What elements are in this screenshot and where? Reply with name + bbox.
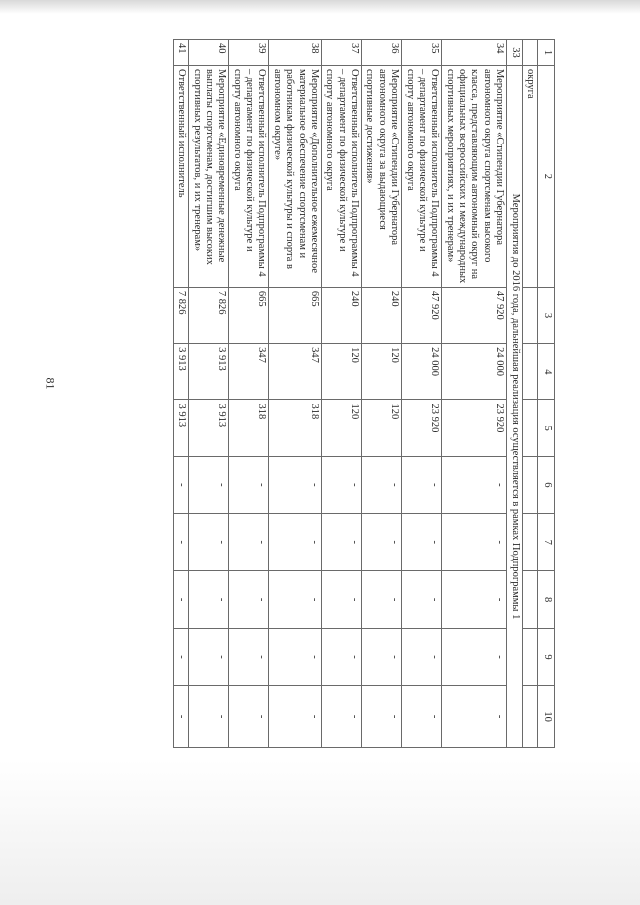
row-number: 35 [402, 40, 442, 66]
budget-table [173, 39, 555, 748]
value-year4: - [442, 514, 507, 571]
value-year6: - [402, 628, 442, 685]
value-year7: - [269, 686, 322, 748]
row-number: 38 [269, 40, 322, 66]
value-year4: - [269, 514, 322, 571]
row-name: Мероприятие «Стипендии Губернатора автономного округа спортсменам высокого класса, представляющим автономный округ на официальных всероссийских и международных спортивных мероприятиях, и их тренерам» [442, 65, 507, 287]
value-total: 47 920 [442, 287, 507, 343]
col-header: 2 [538, 65, 555, 287]
table-row [269, 40, 322, 748]
table-cell [522, 287, 537, 343]
col-header: 4 [538, 344, 555, 400]
col-header: 9 [538, 628, 555, 685]
value-total: 240 [322, 287, 362, 343]
value-year5: - [362, 571, 402, 628]
table-row [229, 40, 269, 748]
value-year7: - [173, 686, 188, 748]
value-year2: 318 [269, 400, 322, 456]
row-number: 39 [229, 40, 269, 66]
value-year1: 3 913 [189, 344, 229, 400]
value-total: 47 920 [402, 287, 442, 343]
table-cell [522, 400, 537, 456]
rotated-table-area [105, 39, 555, 748]
row-number: 40 [189, 40, 229, 66]
row-name: Мероприятие «Единовременные денежные выплаты спортсменам, достигшим высоких спортивных результатов, и их тренерам» [189, 65, 229, 287]
rotated-table-canvas [105, 39, 555, 748]
value-total: 240 [362, 287, 402, 343]
value-year7: - [442, 686, 507, 748]
table-cell [522, 571, 537, 628]
col-header: 10 [538, 686, 555, 748]
value-total: 665 [269, 287, 322, 343]
value-year6: - [269, 628, 322, 685]
row-number: 36 [362, 40, 402, 66]
value-year6: - [229, 628, 269, 685]
table-row [402, 40, 442, 748]
header-row [538, 40, 555, 748]
value-year5: - [269, 571, 322, 628]
row-number: 41 [173, 40, 188, 66]
value-year2: 318 [229, 400, 269, 456]
value-year5: - [173, 571, 188, 628]
value-year5: - [442, 571, 507, 628]
value-year4: - [322, 514, 362, 571]
col-header: 8 [538, 571, 555, 628]
table-row [189, 40, 229, 748]
table-cell [522, 456, 537, 513]
value-year4: - [173, 514, 188, 571]
value-year3: - [442, 456, 507, 513]
row-name: Ответственный исполнитель Подпрограммы 4 – департамент по физической культуре и спорту автономного округа [402, 65, 442, 287]
value-year7: - [362, 686, 402, 748]
value-year6: - [322, 628, 362, 685]
value-year6: - [189, 628, 229, 685]
value-year3: - [229, 456, 269, 513]
value-year1: 24 000 [442, 344, 507, 400]
value-year5: - [189, 571, 229, 628]
value-year7: - [402, 686, 442, 748]
value-year4: - [362, 514, 402, 571]
row-name: Мероприятие «Дополнительное ежемесячное материальное обеспечение спортсменам и работникам физической культуры и спорта в автономном округе» [269, 65, 322, 287]
value-year3: - [322, 456, 362, 513]
col-header: 7 [538, 514, 555, 571]
value-year2: 3 913 [189, 400, 229, 456]
table-cell [522, 514, 537, 571]
col-header: 3 [538, 287, 555, 343]
table-row [322, 40, 362, 748]
value-year5: - [402, 571, 442, 628]
col-header: 5 [538, 400, 555, 456]
value-year2: 120 [362, 400, 402, 456]
value-year7: - [189, 686, 229, 748]
value-year5: - [322, 571, 362, 628]
value-year4: - [189, 514, 229, 571]
value-year1: 120 [322, 344, 362, 400]
value-total: 665 [229, 287, 269, 343]
value-year2: 23 920 [442, 400, 507, 456]
value-year3: - [402, 456, 442, 513]
row-name: Ответственный исполнитель Подпрограммы 4 – департамент по физической культуре и спорту автономного округа [322, 65, 362, 287]
row-name: Ответственный исполнитель Подпрограммы 4 – департамент по физической культуре и спорту автономного округа [229, 65, 269, 287]
value-year3: - [173, 456, 188, 513]
value-year3: - [362, 456, 402, 513]
value-year2: 3 913 [173, 400, 188, 456]
value-year2: 23 920 [402, 400, 442, 456]
value-year7: - [322, 686, 362, 748]
value-year6: - [173, 628, 188, 685]
section-header: Мероприятия до 2016 года, дальнейшая реализация осуществляется в рамках Подпрограммы 1 [507, 65, 522, 747]
table-cell [522, 344, 537, 400]
table-row [362, 40, 402, 748]
col-header: 6 [538, 456, 555, 513]
row-name: Ответственный исполнитель [173, 65, 188, 287]
value-year6: - [442, 628, 507, 685]
value-year4: - [229, 514, 269, 571]
table-cell [522, 628, 537, 685]
value-total: 7 826 [173, 287, 188, 343]
table-cell [522, 686, 537, 748]
table-cell [522, 40, 537, 66]
value-year7: - [229, 686, 269, 748]
row-name: Мероприятие «Стипендии Губернатора автономного округа за выдающиеся спортивные достижения» [362, 65, 402, 287]
value-year5: - [229, 571, 269, 628]
value-year1: 347 [269, 344, 322, 400]
value-year6: - [362, 628, 402, 685]
value-year2: 120 [322, 400, 362, 456]
section-row [507, 40, 522, 748]
row-number: 37 [322, 40, 362, 66]
table-row [173, 40, 188, 748]
scan-top-edge [0, 0, 640, 14]
value-year3: - [189, 456, 229, 513]
value-year3: - [269, 456, 322, 513]
row-number: 33 [507, 40, 522, 66]
value-total: 7 826 [189, 287, 229, 343]
continuation-row [522, 40, 537, 748]
value-year4: - [402, 514, 442, 571]
value-year1: 24 000 [402, 344, 442, 400]
value-year1: 3 913 [173, 344, 188, 400]
value-year1: 347 [229, 344, 269, 400]
value-year1: 120 [362, 344, 402, 400]
continuation-text: округа [522, 65, 537, 287]
row-number: 34 [442, 40, 507, 66]
page-number: 81 [43, 377, 58, 390]
scan-bottom-shade [0, 760, 640, 905]
col-header: 1 [538, 40, 555, 66]
table-row [442, 40, 507, 748]
